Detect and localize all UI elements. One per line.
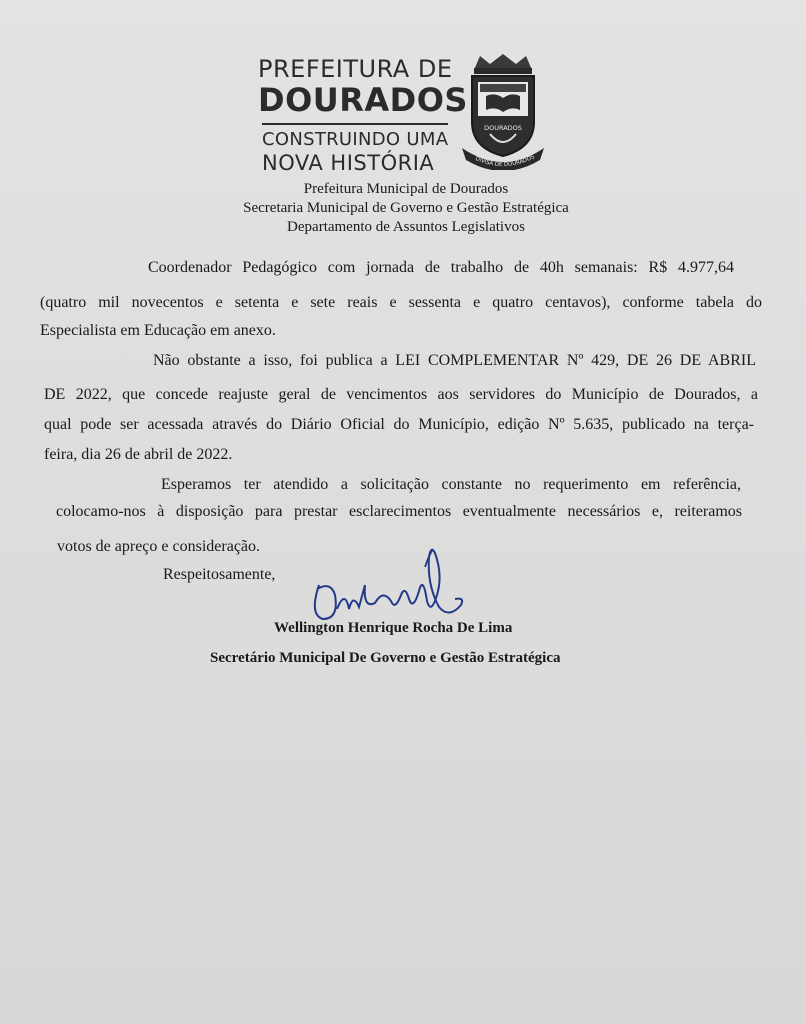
- body-line: (quatro mil novecentos e setenta e sete reais e sessenta e quatro centavos), conforme tabela do: [40, 294, 762, 311]
- closing-text: Respeitosamente,: [163, 566, 276, 583]
- body-line: Especialista em Educação em anexo.: [40, 322, 276, 339]
- body-line: Esperamos ter atendido a solicitação constante no requerimento em referência,: [161, 476, 741, 493]
- body-line: DE 2022, que concede reajuste geral de vencimentos aos servidores do Município de Dourados, a: [44, 386, 758, 403]
- header-line-1: Prefeitura Municipal de Dourados: [303, 181, 509, 197]
- header-line-3: Departamento de Assuntos Legislativos: [287, 219, 525, 235]
- body-line: qual pode ser acessada através do Diário Oficial do Município, edição Nº 5.635, publicado na terça-: [44, 416, 754, 433]
- body-line: votos de apreço e consideração.: [57, 538, 261, 555]
- seal-label: DOURADOS: [484, 124, 522, 132]
- prefeitura-logo: [258, 55, 468, 175]
- body-line: Não obstante a isso, foi publica a LEI COMPLEMENTAR Nº 429, DE 26 DE ABRIL: [153, 352, 756, 369]
- logo-line-1: PREFEITURA DE: [258, 55, 453, 83]
- body-line: Coordenador Pedagógico com jornada de trabalho de 40h semanais: R$ 4.977,64: [148, 259, 734, 276]
- seal-ribbon-text: DIVISA DE DOURADOS: [474, 154, 536, 169]
- signatory-title: Secretário Municipal De Governo e Gestão Estratégica: [210, 650, 561, 666]
- header-line-2: Secretaria Municipal de Governo e Gestão Estratégica: [243, 200, 569, 216]
- logo-line-2: DOURADOS: [258, 81, 468, 119]
- document-header: [0, 180, 806, 237]
- logo-line-3: CONSTRUINDO UMA: [262, 129, 449, 150]
- logo-line-4: NOVA HISTÓRIA: [262, 151, 435, 175]
- logo-divider: [262, 123, 448, 125]
- body-line: colocamo-nos à disposição para prestar esclarecimentos eventualmente necessários e, reiteramos: [56, 503, 742, 520]
- city-seal-icon: [460, 52, 546, 170]
- signatory-name: Wellington Henrique Rocha De Lima: [274, 620, 513, 636]
- body-line: feira, dia 26 de abril de 2022.: [44, 446, 233, 463]
